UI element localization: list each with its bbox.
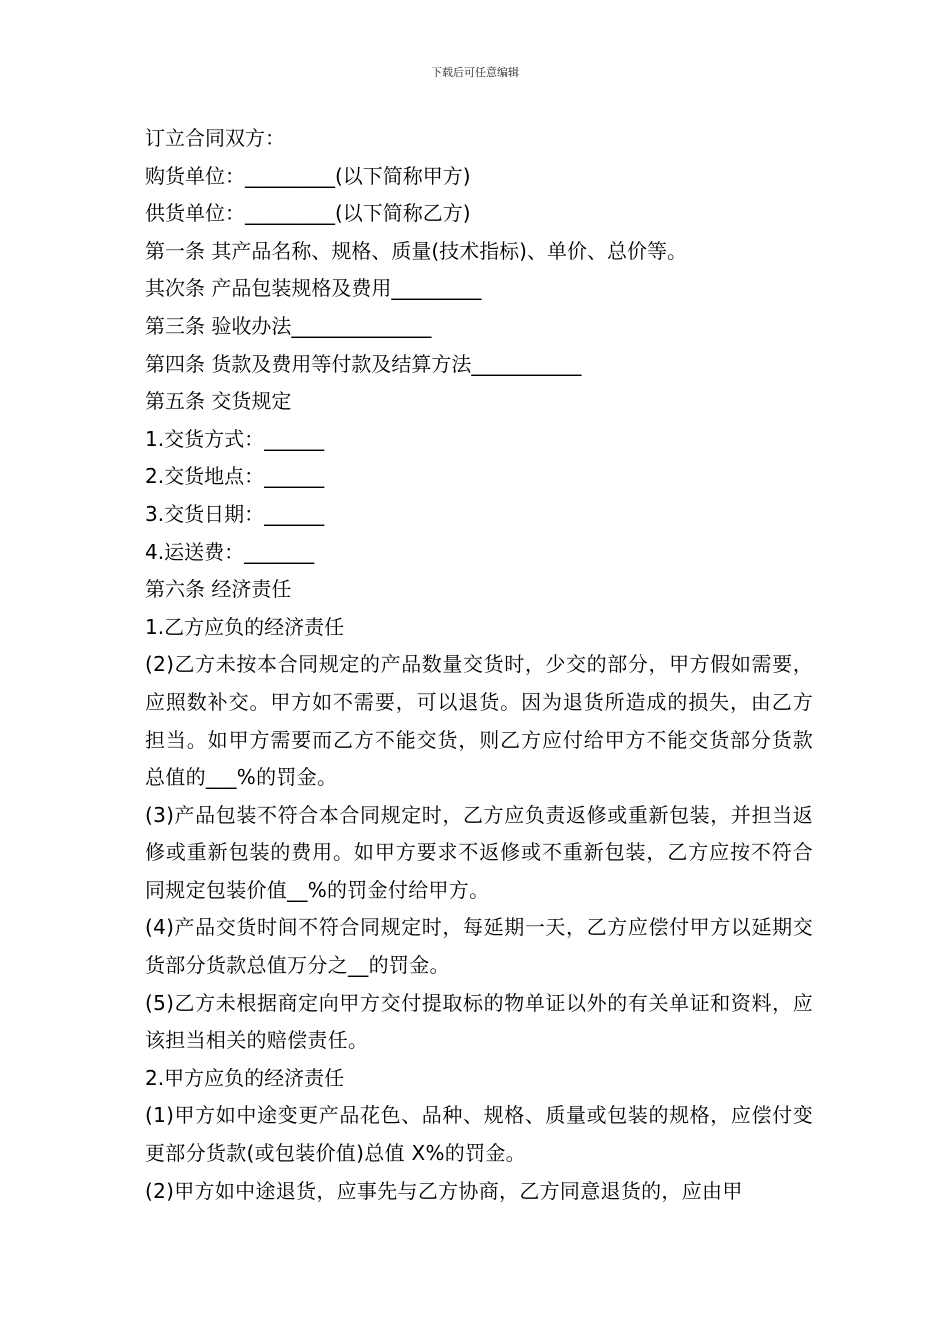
seller-clause-5: (5)乙方未根据商定向甲方交付提取标的物单证以外的有关单证和资料，应该担当相关的赔偿责任。 xyxy=(145,990,813,1053)
seller-clause-4: (4)产品交货时间不符合同规定时，每延期一天，乙方应偿付甲方以延期交货部分货款总值万分之__的罚金。 xyxy=(145,915,813,978)
buyer-liability-heading: 2.甲方应负的经济责任 xyxy=(145,1065,345,1090)
buyer-clause-1: (1)甲方如中途变更产品花色、品种、规格、质量或包装的规格，应偿付变更部分货款(或包装价值)总值 X%的罚金。 xyxy=(145,1103,813,1166)
seller-clause-2: (2)乙方未按本合同规定的产品数量交货时，少交的部分，甲方假如需要，应照数补交。甲方如不需要，可以退货。因为退货所造成的损失，由乙方担当。如甲方需要而乙方不能交货，则乙方应付给甲方不能交货部分货款总值的___%的罚金。 xyxy=(145,652,813,790)
buyer-unit-line: 购货单位：_________(以下简称甲方) xyxy=(145,163,471,188)
seller-unit-line: 供货单位：_________(以下简称乙方) xyxy=(145,201,471,226)
delivery-date: 3.交货日期：______ xyxy=(145,501,325,526)
shipping-fee: 4.运送费：_______ xyxy=(145,539,315,564)
article-5-heading: 第五条 交货规定 xyxy=(145,389,292,414)
delivery-location: 2.交货地点：______ xyxy=(145,464,325,489)
article-4: 第四条 货款及费用等付款及结算方法___________ xyxy=(145,351,582,376)
article-1: 第一条 其产品名称、规格、质量(技术指标)、单价、总价等。 xyxy=(145,238,687,263)
article-6-heading: 第六条 经济责任 xyxy=(145,577,292,602)
article-2: 其次条 产品包装规格及费用_________ xyxy=(145,276,482,301)
article-3: 第三条 验收办法______________ xyxy=(145,313,432,338)
seller-liability-heading: 1.乙方应负的经济责任 xyxy=(145,614,345,639)
buyer-clause-2: (2)甲方如中途退货，应事先与乙方协商，乙方同意退货的，应由甲 xyxy=(145,1178,743,1203)
page-header: 下载后可任意编辑 xyxy=(431,66,519,79)
contract-body xyxy=(145,120,813,1210)
parties-heading: 订立合同双方： xyxy=(145,126,285,150)
seller-clause-3: (3)产品包装不符合本合同规定时，乙方应负责返修或重新包装，并担当返修或重新包装的费用。如甲方要求不返修或不重新包装，乙方应按不符合同规定包装价值__%的罚金付给甲方。 xyxy=(145,802,813,902)
delivery-method: 1.交货方式：______ xyxy=(145,426,325,451)
